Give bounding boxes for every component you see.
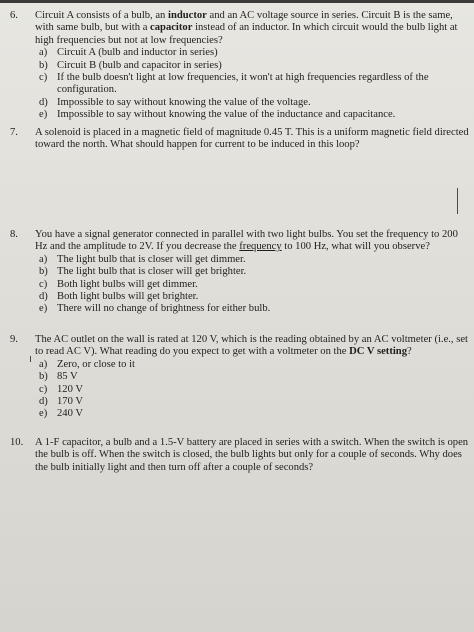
- option-letter: b): [39, 371, 48, 383]
- option-text: The light bulb that is closer will get brighter.: [57, 266, 247, 278]
- stem-bold-term: capacitor: [150, 22, 193, 34]
- question-7: [10, 127, 472, 152]
- option-letter: c): [39, 72, 48, 84]
- stem-text: instead of an inductor. In which circuit would the bulb light at high frequencies but not at low frequencies?: [35, 22, 458, 46]
- option-text: The light bulb that is closer will get dimmer.: [57, 253, 246, 265]
- option-e[interactable]: [35, 303, 472, 315]
- option-letter: b): [39, 59, 48, 71]
- options-list: [35, 47, 472, 121]
- option-d[interactable]: [35, 291, 472, 303]
- option-text: If the bulb doesn't light at low frequencies, it won't at high frequencies regardless of the configuration.: [57, 72, 429, 96]
- option-letter: b): [39, 266, 48, 278]
- option-text: There will no change of brightness for either bulb.: [57, 303, 271, 315]
- option-letter: e): [39, 303, 48, 315]
- question-number: 10.: [10, 437, 24, 448]
- option-c[interactable]: [35, 72, 472, 97]
- stem-text: ?: [407, 346, 412, 358]
- option-text: Zero, or close to it: [57, 358, 135, 370]
- question-10: [10, 437, 472, 474]
- option-letter: a): [39, 253, 48, 265]
- option-letter: e): [39, 408, 48, 420]
- paper-top-edge: [0, 0, 474, 3]
- stem-text: and an AC voltage source in series. Circuit B is the same, with same bulb, but with a: [35, 10, 453, 34]
- options-list: [35, 359, 472, 421]
- question-9: [10, 334, 472, 421]
- option-d[interactable]: [35, 396, 472, 408]
- question-8: [10, 229, 472, 316]
- option-text: Both light bulbs will get brighter.: [57, 291, 199, 303]
- option-a[interactable]: [35, 359, 472, 371]
- stem-bold-term: DC V setting: [349, 346, 407, 358]
- option-b[interactable]: [35, 371, 472, 383]
- option-letter: a): [39, 47, 48, 59]
- stem-text: Circuit A consists of a bulb, an: [35, 10, 169, 21]
- option-text: 120 V: [57, 383, 83, 395]
- option-e[interactable]: [35, 408, 472, 420]
- option-text: Circuit B (bulb and capacitor in series): [57, 59, 222, 71]
- option-text: 240 V: [57, 408, 83, 420]
- option-b[interactable]: [35, 266, 472, 278]
- question-stem: A solenoid is placed in a magnetic field of magnitude 0.45 T. This is a uniform magnetic field directed toward the north. What should happen for current to be induced in this loop?: [35, 127, 469, 151]
- option-letter: c): [39, 278, 48, 290]
- options-list: [35, 254, 472, 316]
- option-letter: d): [39, 96, 48, 108]
- question-number: 7.: [10, 127, 18, 138]
- option-letter: e): [39, 109, 48, 121]
- question-stem: [35, 10, 472, 47]
- option-c[interactable]: [35, 279, 472, 291]
- option-e[interactable]: [35, 109, 472, 121]
- option-text: 170 V: [57, 396, 83, 408]
- question-stem: [35, 334, 472, 359]
- option-letter: d): [39, 396, 48, 408]
- option-a[interactable]: [35, 47, 472, 59]
- option-letter: d): [39, 291, 48, 303]
- option-d[interactable]: [35, 97, 472, 109]
- option-text: Circuit A (bulb and inductor in series): [57, 47, 218, 59]
- question-6: [10, 10, 472, 122]
- stem-text: You have a signal generator connected in parallel with two light bulbs. You set the frequency to 200 Hz and the amplitude to 2V. If you decrease the: [35, 229, 458, 253]
- stem-underlined-term: frequency: [239, 241, 282, 253]
- option-letter: c): [39, 383, 48, 395]
- question-number: 8.: [10, 229, 18, 240]
- question-stem: [35, 229, 472, 254]
- option-a[interactable]: [35, 254, 472, 266]
- option-letter: a): [39, 358, 48, 370]
- question-number: 9.: [10, 334, 18, 345]
- stem-bold-term: inductor: [168, 10, 207, 21]
- option-text: Impossible to say without knowing the value of the voltage.: [57, 96, 311, 108]
- stem-text: The AC outlet on the wall is rated at 120 V, which is the reading obtained by an AC voltmeter (i.e., set to read AC V). What reading do you expect to get with a voltmeter on the: [35, 334, 468, 358]
- stem-text: to 100 Hz, what will you observe?: [281, 241, 430, 253]
- option-c[interactable]: [35, 384, 472, 396]
- question-stem: A 1-F capacitor, a bulb and a 1.5-V battery are placed in series with a switch. When the switch is open the bulb is off. When the switch is closed, the bulb lights but only for a couple of seconds. Why does the bulb initially light and then turn off after a couple of seconds?: [35, 437, 469, 473]
- pen-mark: [457, 188, 458, 214]
- option-text: Impossible to say without knowing the value of the inductance and capacitance.: [57, 109, 396, 121]
- question-number: 6.: [10, 10, 18, 21]
- option-text: 85 V: [57, 371, 78, 383]
- option-text: Both light bulbs will get dimmer.: [57, 278, 198, 290]
- option-b[interactable]: [35, 60, 472, 72]
